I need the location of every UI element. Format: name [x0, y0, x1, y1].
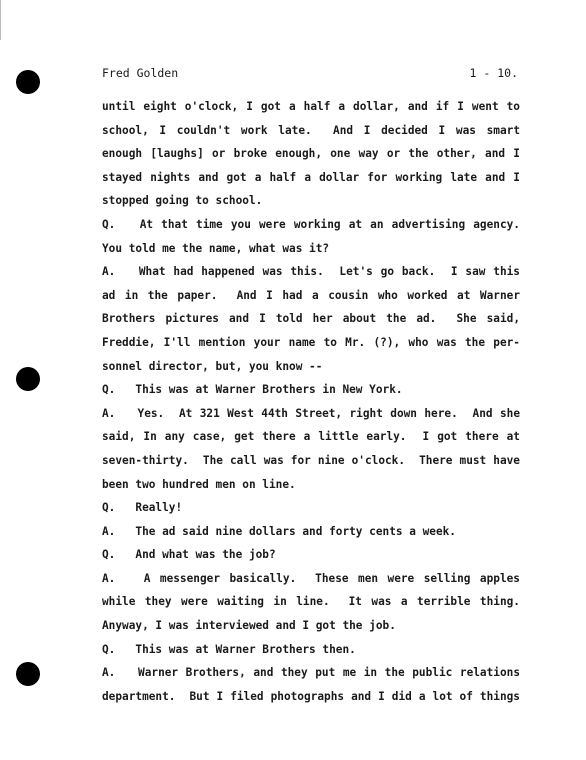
text-line: ad in the paper. And I had a cousin who worked at Warner — [102, 288, 520, 302]
text-line: A. The ad said nine dollars and forty cents a week. — [102, 524, 456, 538]
text-line: seven-thirty. The call was for nine o'clock. There must have — [102, 453, 520, 467]
text-line: department. But I filed photographs and I did a lot of things — [102, 689, 520, 703]
text-line: said, In any case, get there a little early. I got there at — [102, 430, 520, 444]
punch-hole-bottom — [16, 662, 40, 686]
page-edge-mark — [0, 0, 1, 40]
page-header — [102, 66, 518, 84]
text-line: Anyway, I was interviewed and I got the job. — [102, 619, 396, 633]
text-line: sonnel director, but, you know -- — [102, 359, 323, 373]
text-line: A. Yes. At 321 West 44th Street, right down here. And she — [102, 406, 520, 420]
interviewee-name: Fred Golden — [102, 66, 179, 80]
text-line: Q. This was at Warner Brothers then. — [102, 642, 356, 656]
text-line: Brothers pictures and I told her about the ad. She said, — [102, 312, 520, 326]
page-number: 1 - 10. — [469, 66, 518, 80]
punch-hole-middle — [16, 367, 40, 391]
text-line: Q. Really! — [102, 501, 183, 515]
text-line: A. Warner Brothers, and they put me in the public relations — [102, 666, 520, 680]
punch-hole-top — [16, 70, 40, 94]
text-line: stopped going to school. — [102, 194, 263, 208]
text-line: Freddie, I'll mention your name to Mr. (?), who was the per- — [102, 335, 520, 349]
text-line: You told me the name, what was it? — [102, 241, 330, 255]
transcript-body — [102, 98, 520, 711]
text-line: A. What had happened was this. Let's go back. I saw this — [102, 265, 520, 279]
text-line: school, I couldn't work late. And I decided I was smart — [102, 123, 520, 137]
text-line: while they were waiting in line. It was a terrible thing. — [102, 595, 520, 609]
text-line: A. A messenger basically. These men were selling apples — [102, 571, 520, 585]
text-line: Q. And what was the job? — [102, 548, 276, 562]
text-line: Q. At that time you were working at an advertising agency. — [102, 217, 520, 231]
text-line: stayed nights and got a half a dollar for working late and I — [102, 170, 520, 184]
text-line: been two hundred men on line. — [102, 477, 296, 491]
text-line: enough [laughs] or broke enough, one way or the other, and I — [102, 147, 520, 161]
text-line: Q. This was at Warner Brothers in New York. — [102, 383, 403, 397]
text-line: until eight o'clock, I got a half a dollar, and if I went to — [102, 100, 520, 113]
